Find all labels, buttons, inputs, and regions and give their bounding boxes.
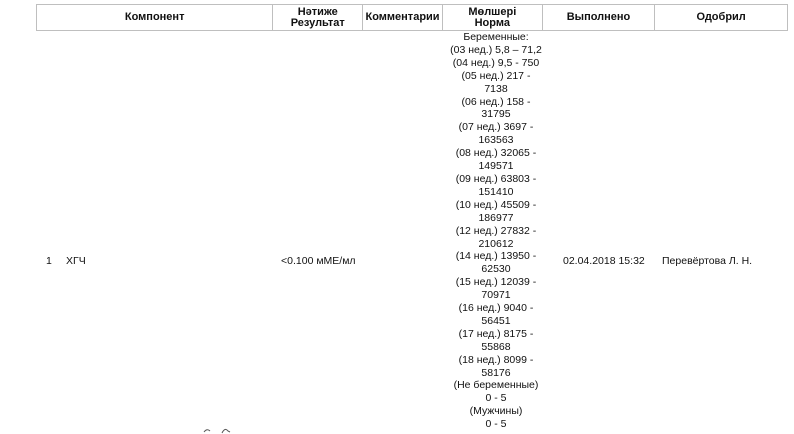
norm-line: (14 нед.) 13950 - (455, 250, 537, 263)
result-header-line2: Результат (290, 16, 345, 29)
result-header-line1: Нәтиже (297, 5, 338, 18)
column-header-result (273, 5, 363, 30)
norm-line: (17 нед.) 8175 - (458, 327, 534, 340)
column-header-approved: Одобрил (696, 11, 746, 23)
norm-line: 58176 (481, 366, 511, 379)
norm-line: 55868 (481, 340, 511, 353)
norm-line: (18 нед.) 8099 - (458, 353, 534, 366)
column-header-norm (443, 5, 543, 30)
norm-line: (03 нед.) 5,8 – 71,2 (450, 43, 542, 56)
row-done-timestamp: 02.04.2018 15:32 (563, 255, 645, 267)
norm-line: 62530 (481, 263, 511, 276)
column-header-component: Компонент (37, 5, 273, 30)
row-norm (446, 31, 546, 431)
norm-line: (06 нед.) 158 - (461, 95, 531, 108)
column-header-done: Выполнено (543, 5, 656, 30)
row-component: ХГЧ (66, 255, 86, 267)
norm-line: 163563 (478, 134, 514, 147)
norm-line: (Мужчины) (469, 405, 523, 418)
norm-line: (12 нед.) 27832 - (455, 224, 537, 237)
norm-line: (07 нед.) 3697 - (458, 121, 534, 134)
norm-line: (Не беременные) (453, 379, 539, 392)
norm-line: (16 нед.) 9040 - (458, 302, 534, 315)
norm-line: 149571 (478, 160, 514, 173)
norm-line: 0 - 5 (485, 418, 507, 431)
table-header (36, 4, 788, 31)
norm-line: (15 нед.) 12039 - (455, 276, 537, 289)
norm-header-line2: Норма (474, 16, 510, 29)
norm-line: 151410 (478, 185, 514, 198)
norm-line: (09 нед.) 63803 - (455, 172, 537, 185)
column-header-comments: Комментарии (363, 5, 443, 30)
row-number: 1 (46, 255, 52, 267)
table-row (0, 31, 794, 434)
row-result: <0.100 мМЕ/мл (281, 255, 356, 267)
norm-line: 210612 (478, 237, 514, 250)
norm-line: 186977 (478, 211, 514, 224)
norm-line: (05 нед.) 217 - (461, 69, 531, 82)
norm-line: 31795 (481, 108, 511, 121)
norm-line: (04 нед.) 9,5 - 750 (452, 56, 540, 69)
norm-line: 0 - 5 (485, 392, 507, 405)
norm-header-line1: Мөлшері (468, 5, 517, 18)
norm-line: 56451 (481, 314, 511, 327)
norm-line: (08 нед.) 32065 - (455, 147, 537, 160)
norm-line: Беременные: (463, 31, 529, 43)
norm-line: 70971 (481, 289, 511, 302)
norm-line: (10 нед.) 45509 - (455, 198, 537, 211)
row-approved-by: Перевёртова Л. Н. (662, 255, 753, 267)
signature-scribble (202, 425, 242, 434)
norm-line: 7138 (484, 82, 508, 95)
